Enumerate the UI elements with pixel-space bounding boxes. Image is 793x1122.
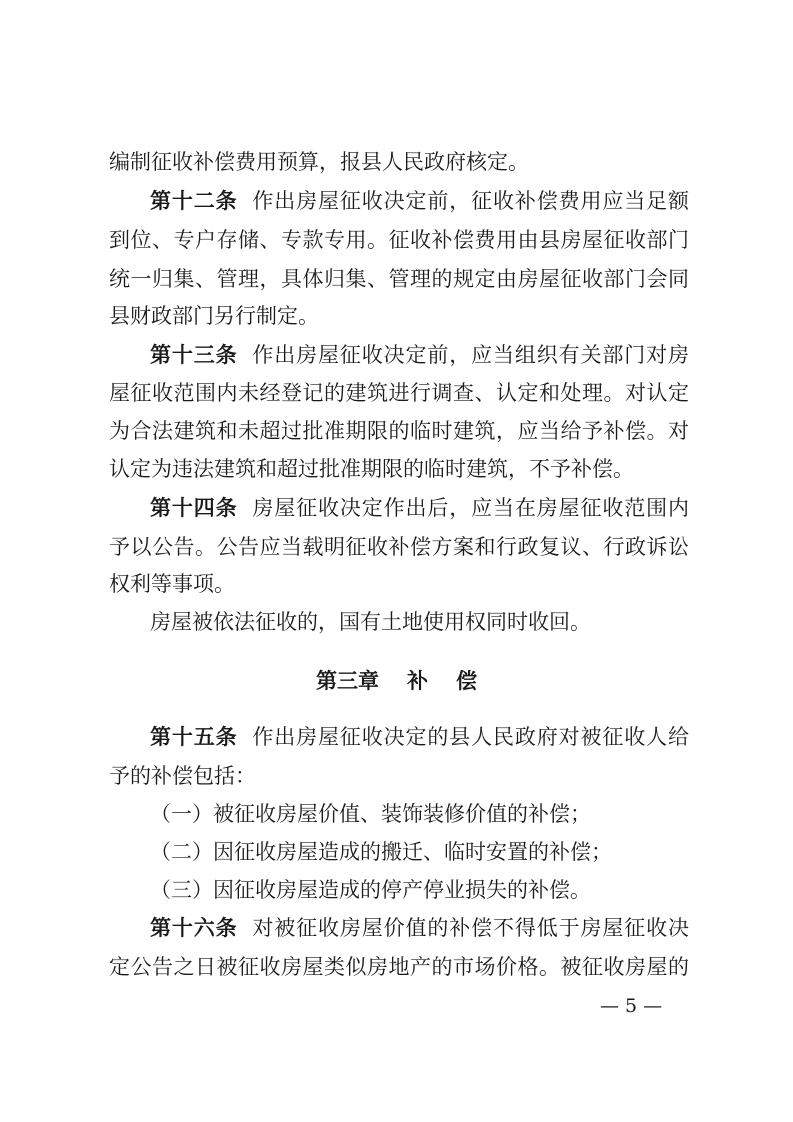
chapter-title-char: 偿: [456, 669, 477, 693]
article-12-line: [150, 186, 689, 216]
list-item: （一）被征收房屋价值、装饰装修价值的补偿；: [150, 802, 591, 826]
text-line: 屋征收范围内未经登记的建筑进行调查、认定和处理。对认定: [109, 381, 689, 405]
article-14-heading: 第十四条: [150, 496, 238, 520]
article-13-line: [150, 340, 689, 370]
article-13-heading: 第十三条: [150, 343, 238, 367]
article-14-line: [150, 493, 689, 523]
text-line: 编制征收补偿费用预算，报县人民政府核定。: [109, 150, 529, 174]
text-line: 作出房屋征收决定前，应当组织有关部门对房: [251, 343, 689, 367]
text-line: 认定为违法建筑和超过批准期限的临时建筑，不予补偿。: [109, 457, 634, 481]
article-15-heading: 第十五条: [150, 725, 238, 749]
text-line: 权利等事项。: [109, 572, 235, 596]
text-line: 作出房屋征收决定的县人民政府对被征收人给: [251, 725, 689, 749]
article-12-heading: 第十二条: [150, 189, 238, 213]
chapter-heading: [0, 666, 793, 696]
article-16-heading: 第十六条: [150, 916, 238, 940]
text-line: 作出房屋征收决定前，征收补偿费用应当足额: [251, 189, 689, 213]
text-line: 定公告之日被征收房屋类似房地产的市场价格。被征收房屋的: [109, 955, 689, 979]
list-item: （三）因征收房屋造成的停产停业损失的补偿。: [150, 878, 591, 902]
article-16-line: [150, 913, 689, 943]
text-line: 到位、专户存储、专款专用。征收补偿费用由县房屋征收部门: [109, 228, 689, 252]
text-line: 对被征收房屋价值的补偿不得低于房屋征收决: [251, 916, 689, 940]
text-line: 统一归集、管理，具体归集、管理的规定由房屋征收部门会同: [109, 267, 689, 291]
text-line: 为合法建筑和未超过批准期限的临时建筑，应当给予补偿。对: [109, 419, 689, 443]
chapter-number: 第三章: [316, 669, 379, 693]
text-line: 房屋征收决定作出后，应当在房屋征收范围内: [251, 496, 689, 520]
text-line: 县财政部门另行制定。: [109, 304, 319, 328]
text-line: 予以公告。公告应当载明征收补偿方案和行政复议、行政诉讼: [109, 535, 689, 559]
text-line: 房屋被依法征收的，国有土地使用权同时收回。: [150, 610, 591, 634]
article-15-line: [150, 722, 689, 752]
text-line: 予的补偿包括：: [109, 764, 256, 788]
chapter-title-char: 补: [407, 669, 428, 693]
list-item: （二）因征收房屋造成的搬迁、临时安置的补偿；: [150, 840, 612, 864]
page-number: — 5 —: [600, 995, 663, 1017]
